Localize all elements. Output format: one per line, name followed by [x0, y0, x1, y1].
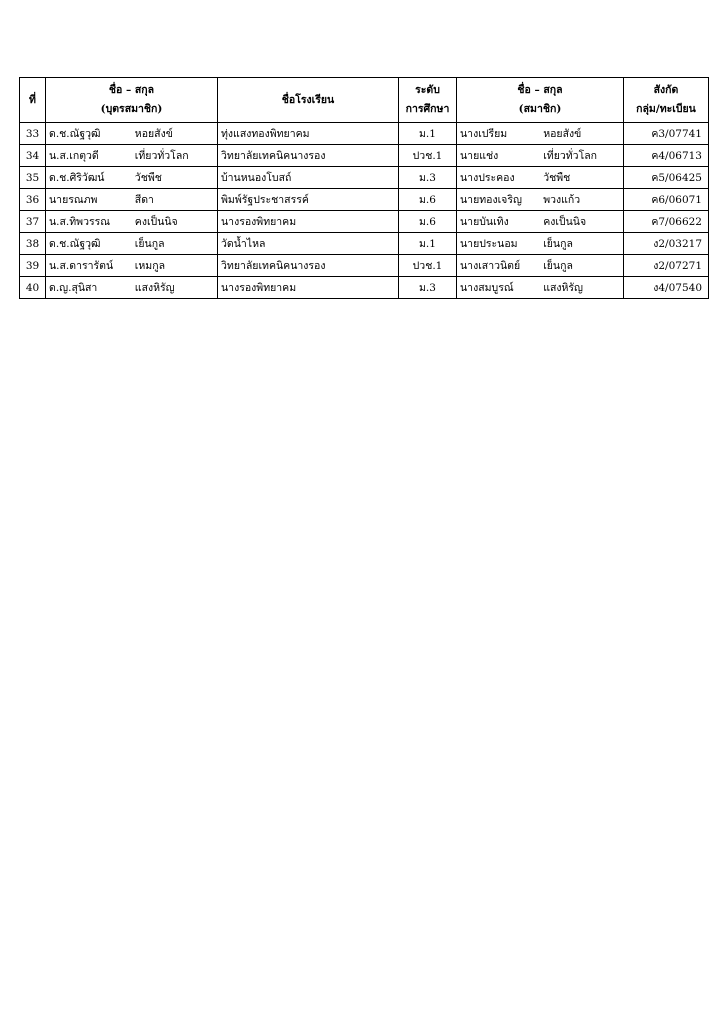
member-name	[457, 211, 624, 233]
header-level-line2: การศึกษา	[405, 103, 450, 115]
header-registration	[624, 78, 709, 123]
member-last-name: หอยสังข์	[543, 128, 582, 140]
registration-code: ค5/06425	[624, 167, 709, 189]
member-last-name: เย็นกูล	[543, 238, 573, 250]
student-name	[46, 145, 218, 167]
student-name	[46, 277, 218, 299]
table-row	[20, 255, 709, 277]
member-last-name: แสงหิรัญ	[543, 282, 583, 294]
education-level: ม.1	[399, 123, 457, 145]
student-first-name: น.ส.ดารารัตน์	[49, 260, 114, 272]
header-no: ที่	[20, 78, 46, 123]
header-student-name-line2: (บุตรสมาชิก)	[100, 103, 163, 115]
school-name: ทุ่งแสงทองพิทยาคม	[218, 123, 399, 145]
education-level: ม.6	[399, 189, 457, 211]
student-first-name: ด.ช.ณัฐวุฒิ	[49, 238, 101, 250]
student-name	[46, 123, 218, 145]
education-level: ม.6	[399, 211, 457, 233]
header-school: ชื่อโรงเรียน	[218, 78, 399, 123]
registration-code: ง2/03217	[624, 233, 709, 255]
header-level-line1: ระดับ	[415, 84, 440, 96]
student-last-name: วัชพืช	[134, 172, 162, 184]
table-row	[20, 189, 709, 211]
member-name	[457, 255, 624, 277]
education-level: ม.3	[399, 277, 457, 299]
table-row	[20, 211, 709, 233]
member-name	[457, 233, 624, 255]
member-name	[457, 189, 624, 211]
school-name: วิทยาลัยเทคนิคนางรอง	[218, 145, 399, 167]
school-name: นางรองพิทยาคม	[218, 277, 399, 299]
education-level: ม.1	[399, 233, 457, 255]
member-name	[457, 123, 624, 145]
student-name	[46, 211, 218, 233]
school-name: นางรองพิทยาคม	[218, 211, 399, 233]
table-row	[20, 233, 709, 255]
student-last-name: เที่ยวทั่วโลก	[134, 150, 189, 162]
registration-code: ค6/06071	[624, 189, 709, 211]
member-first-name: นายทองเจริญ	[460, 194, 522, 206]
member-last-name: คงเป็นนิจ	[543, 216, 587, 228]
member-last-name: เย็นกูล	[543, 260, 573, 272]
student-first-name: นายรณภพ	[49, 194, 98, 206]
header-level	[399, 78, 457, 123]
row-no: 36	[20, 189, 46, 211]
student-first-name: ด.ช.ศิริวัฒน์	[49, 172, 105, 184]
table-header-row	[20, 78, 709, 123]
registration-code: ค4/06713	[624, 145, 709, 167]
education-level: ปวช.1	[399, 255, 457, 277]
table-row	[20, 277, 709, 299]
student-first-name: น.ส.เกตุวดี	[49, 150, 99, 162]
row-no: 39	[20, 255, 46, 277]
school-name: วัดน้ำไหล	[218, 233, 399, 255]
header-member-name-line2: (สมาชิก)	[518, 103, 562, 115]
student-last-name: เหมกูล	[134, 260, 166, 272]
education-level: ปวช.1	[399, 145, 457, 167]
member-first-name: นางเปรียม	[460, 128, 508, 140]
registration-code: ค3/07741	[624, 123, 709, 145]
member-first-name: นายประนอม	[460, 238, 518, 250]
school-name: พิมพ์รัฐประชาสรรค์	[218, 189, 399, 211]
education-level: ม.3	[399, 167, 457, 189]
table-row	[20, 167, 709, 189]
table-row	[20, 145, 709, 167]
member-last-name: วัชพืช	[543, 172, 571, 184]
member-first-name: นางเสาวนิตย์	[460, 260, 521, 272]
registration-code: ค7/06622	[624, 211, 709, 233]
registration-code: ง2/07271	[624, 255, 709, 277]
header-registration-line1: สังกัด	[653, 84, 679, 96]
student-name	[46, 189, 218, 211]
student-first-name: น.ส.ทิพวรรณ	[49, 216, 111, 228]
member-first-name: นายแช่ง	[460, 150, 499, 162]
header-member-name-line1: ชื่อ – สกุล	[517, 84, 563, 96]
school-name: บ้านหนองโบสถ์	[218, 167, 399, 189]
student-name	[46, 233, 218, 255]
member-name	[457, 145, 624, 167]
student-last-name: คงเป็นนิจ	[134, 216, 178, 228]
table-row	[20, 123, 709, 145]
student-last-name: หอยสังข์	[134, 128, 173, 140]
row-no: 34	[20, 145, 46, 167]
row-no: 33	[20, 123, 46, 145]
row-no: 37	[20, 211, 46, 233]
member-last-name: เที่ยวทั่วโลก	[543, 150, 597, 162]
member-first-name: นางสมบูรณ์	[460, 282, 514, 294]
student-last-name: เย็นกูล	[134, 238, 165, 250]
member-first-name: นางประคอง	[460, 172, 515, 184]
header-student-name	[46, 78, 218, 123]
member-name	[457, 277, 624, 299]
row-no: 40	[20, 277, 46, 299]
header-student-name-line1: ชื่อ – สกุล	[108, 84, 155, 96]
member-children-table	[19, 77, 709, 299]
row-no: 38	[20, 233, 46, 255]
student-last-name: สีดา	[134, 194, 154, 206]
member-last-name: พวงแก้ว	[543, 194, 581, 206]
row-no: 35	[20, 167, 46, 189]
student-name	[46, 167, 218, 189]
header-member-name	[457, 78, 624, 123]
school-name: วิทยาลัยเทคนิคนางรอง	[218, 255, 399, 277]
header-registration-line2: กลุ่ม/ทะเบียน	[636, 103, 696, 115]
registration-code: ง4/07540	[624, 277, 709, 299]
member-first-name: นายบันเทิง	[460, 216, 509, 228]
student-name	[46, 255, 218, 277]
student-last-name: แสงหิรัญ	[134, 282, 175, 294]
student-first-name: ด.ช.ณัฐวุฒิ	[49, 128, 101, 140]
member-name	[457, 167, 624, 189]
student-first-name: ด.ญ.สุนิสา	[49, 282, 98, 294]
